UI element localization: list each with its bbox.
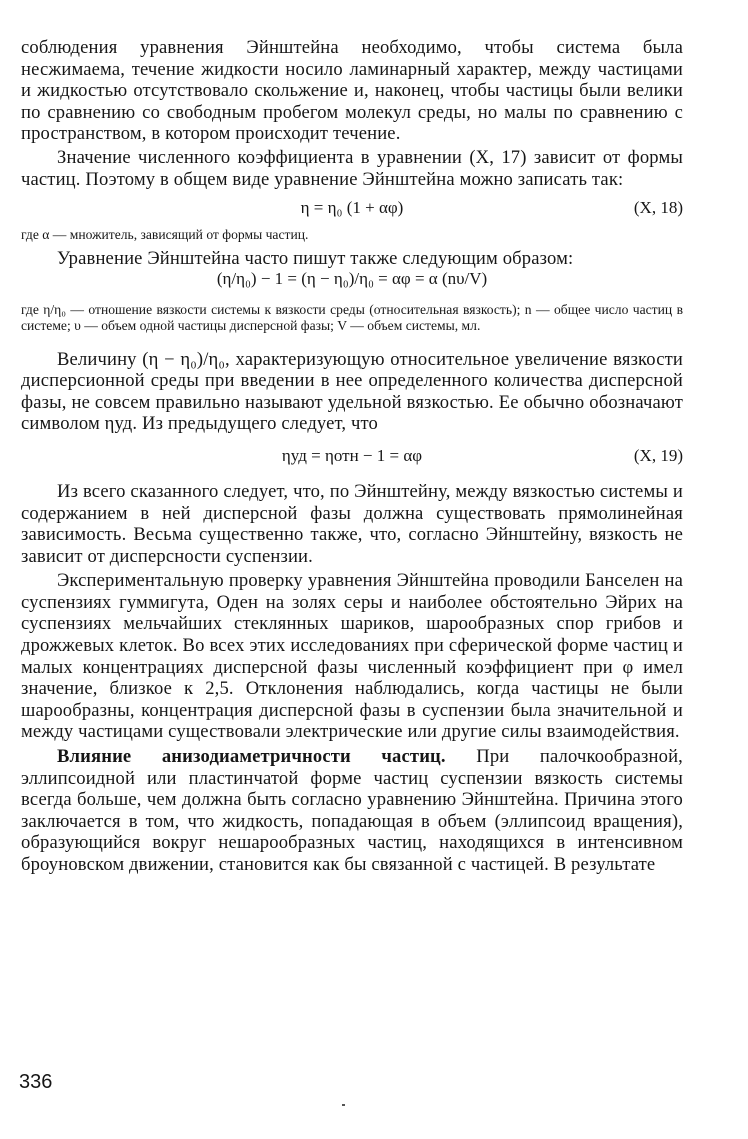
equation-x18-number: (X, 18) xyxy=(633,198,683,218)
page-number: 336 xyxy=(19,1071,53,1093)
paragraph-5: Из всего сказанного следует, что, по Эйнштейну, между вязкостью системы и содержанием в ней дисперсной фазы должна существовать прямолинейная зависимость. Весьма существенно также, что, согласно Эйнштейну, вязкость не зависит от дисперсности суспензии. xyxy=(21,480,683,567)
paragraph-7-text: При палочкообразной, эллипсоидной или пластинчатой форме частиц суспензии вязкость системы всегда больше, чем должна быть согласно уравнению Эйнштейна. Причина этого заключается в том, что жидкость, попадающая в объем (эллипсоид вращения), образующийся вокруг нешарообразных частиц, находящихся в интенсивном броуновском движении, становится как бы связанной с частицей. В результате xyxy=(21,746,683,875)
page-text xyxy=(21,0,683,876)
paragraph-4: Величину (η − η₀)/η₀, характеризующую относительное увеличение вязкости дисперсионной среды при введении в нее определенного количества дисперсной фазы, не совсем правильно называют удельной вязкостью. Ее обычно обозначают символом ηуд. Из предыдущего следует, что xyxy=(21,348,683,435)
paragraph-2: Значение численного коэффициента в уравнении (X, 17) зависит от формы частиц. Поэтому в общем виде уравнение Эйнштейна можно записать так: xyxy=(21,146,683,190)
paragraph-7 xyxy=(21,746,683,876)
scan-speck xyxy=(342,1104,345,1106)
note-definitions: где η/η₀ — отношение вязкости системы к вязкости среды (относительная вязкость); n — общее число частиц в системе; υ — объем одной частицы дисперсной фазы; V — объем системы, мл. xyxy=(21,302,683,333)
equation-x18-expression: η = η₀ (1 + αφ) xyxy=(300,198,404,218)
equation-viscosity-ratio xyxy=(21,268,683,290)
paragraph-6: Экспериментальную проверку уравнения Эйнштейна проводили Банселен на суспензиях гуммигута, Оден на золях серы и наиболее обстоятельно Эйрих на суспензиях мельчайших стеклянных шариков, шарообразных спор грибов и дрожжевых клеток. Во всех этих исследованиях при сферической форме частиц и малых концентрациях дисперсной фазы численный коэффициент при φ имел значение, близкое к 2,5. Отклонения наблюдались, когда частицы не были шарообразны, концентрация дисперсной фазы в суспензии была значительной и между частицами существовали электрические или другие силы взаимодействия. xyxy=(21,570,683,743)
equation-x19-expression: ηуд = ηотн − 1 = αφ xyxy=(281,445,423,465)
paragraph-1: соблюдения уравнения Эйнштейна необходимо, чтобы система была несжимаема, течение жидкости носило ламинарный характер, между частицами и жидкостью отсутствовало скольжение и, наконец, чтобы частицы были велики по сравнению со свободным пробегом молекул среды, но малы по сравнению с пространством, в котором происходит течение. xyxy=(21,37,683,145)
paragraph-3: Уравнение Эйнштейна часто пишут также следующим образом: xyxy=(57,247,574,269)
equation-x19 xyxy=(21,445,683,467)
equation-x18 xyxy=(21,197,683,219)
equation-viscosity-ratio-expression: (η/η₀) − 1 = (η − η₀)/η₀ = αφ = α (nυ/V) xyxy=(216,269,488,289)
section-heading-anisodiametry: Влияние анизодиаметричности частиц. xyxy=(57,746,446,768)
equation-x19-number: (X, 19) xyxy=(633,445,683,465)
note-alpha: где α — множитель, зависящий от формы частиц. xyxy=(21,227,309,243)
